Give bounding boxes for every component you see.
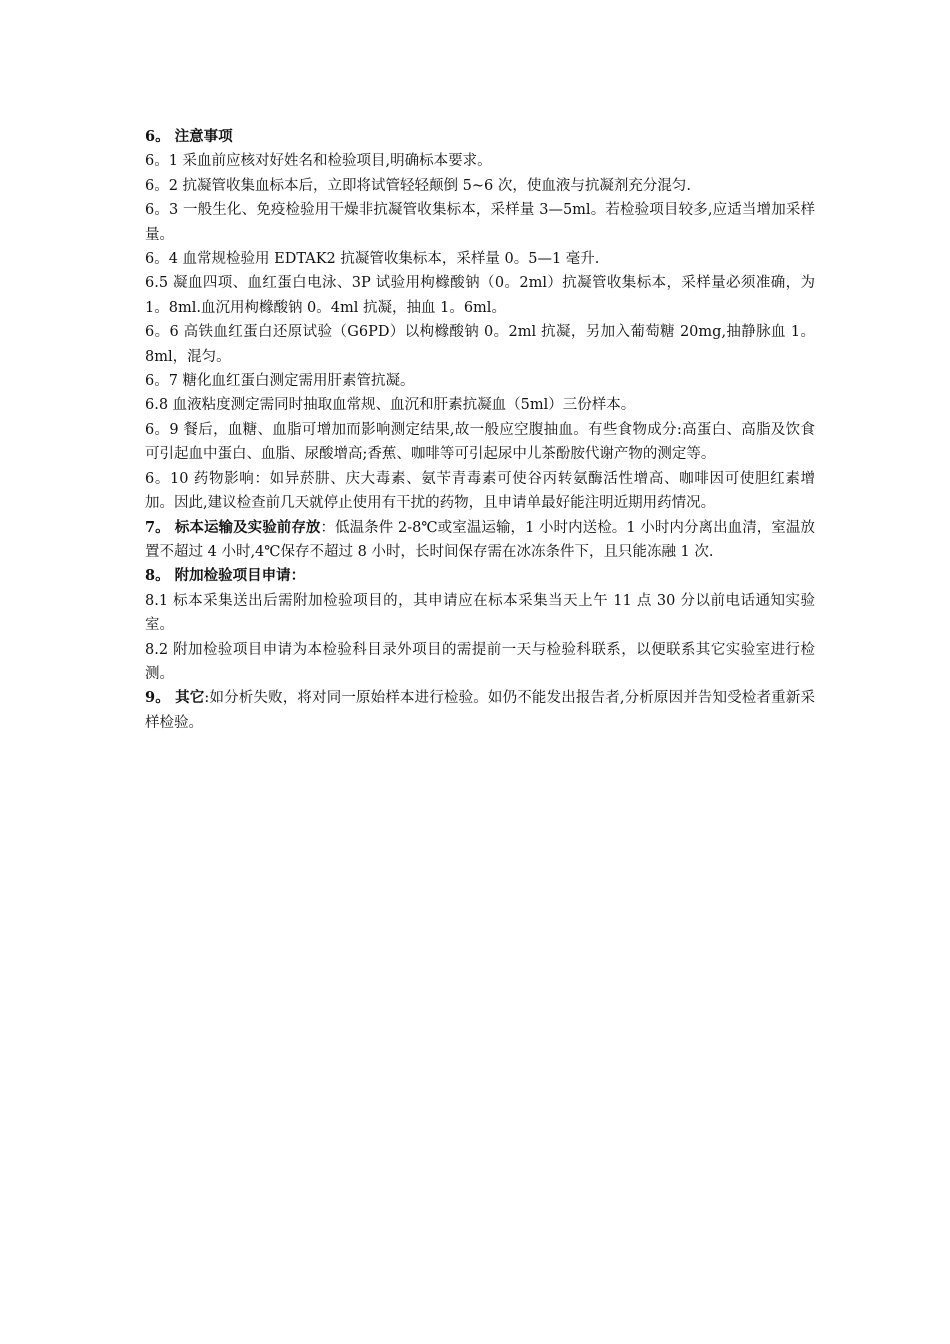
section-7-heading: 7。 标本运输及实验前存放 bbox=[145, 518, 321, 536]
section-6-heading: 6。 注意事项 bbox=[145, 128, 233, 145]
section-6-2: 6。2 抗凝管收集血标本后，立即将试管轻轻颠倒 5~6 次，使血液与抗凝剂充分混匀. bbox=[145, 177, 691, 194]
document-page bbox=[145, 125, 815, 735]
section-7-paragraph bbox=[145, 516, 815, 565]
section-6-4: 6。4 血常规检验用 EDTAK2 抗凝管收集标本，采样量 0。5—1 毫升. bbox=[145, 251, 600, 268]
section-6-10: 6。10 药物影响：如异菸肼、庆大毒素、氨苄青毒素可使谷丙转氨酶活性增高、咖啡因可使胆红素增加。因此,建议检查前几天就停止使用有干扰的药物，且申请单最好能注明近期用药情况。 bbox=[145, 470, 816, 512]
section-9-heading: 9。 其它 bbox=[145, 689, 205, 707]
section-9-text: :如分析失败，将对同一原始样本进行检验。如仍不能发出报告者,分析原因并告知受检者重新采样检验。 bbox=[145, 690, 815, 731]
section-6-9: 6。9 餐后，血糖、血脂可增加而影响测定结果,故一般应空腹抽血。有些食物成分:高蛋白、高脂及饮食可引起血中蛋白、血脂、尿酸增高;香蕉、咖啡等可引起尿中儿茶酚胺代谢产物的测定等。 bbox=[145, 421, 815, 463]
section-8-1: 8.1 标本采集送出后需附加检验项目的，其申请应在标本采集当天上午 11 点 30 分以前电话通知实验室。 bbox=[145, 592, 815, 634]
section-6-5: 6.5 凝血四项、血红蛋白电泳、3P 试验用枸橼酸钠（0。2ml）抗凝管收集标本，采样量必须准确，为 1。8ml.血沉用枸橼酸钠 0。4ml 抗凝，抽血 1。6ml。 bbox=[145, 275, 815, 316]
section-6-1: 6。1 采血前应核对好姓名和检验项目,明确标本要求。 bbox=[145, 153, 492, 170]
section-9-paragraph bbox=[145, 686, 815, 735]
section-7-text: ：低温条件 2-8℃或室温运输，1 小时内送检。1 小时内分离出血清，室温放置不超过 4 小时,4℃保存不超过 8 小时，长时间保存需在冰冻条件下，且只能冻融 1 次. bbox=[145, 519, 815, 560]
section-6-8: 6.8 血液粘度测定需同时抽取血常规、血沉和肝素抗凝血（5ml）三份样本。 bbox=[145, 397, 636, 414]
section-8-2: 8.2 附加检验项目申请为本检验科目录外项目的需提前一天与检验科联系，以便联系其它实验室进行检测。 bbox=[145, 641, 815, 682]
section-8-heading: 8。 附加检验项目申请： bbox=[145, 567, 306, 585]
section-6-7: 6。7 糖化血红蛋白测定需用肝素管抗凝。 bbox=[145, 373, 415, 390]
section-6-6: 6。6 高铁血红蛋白还原试验（G6PD）以枸橼酸钠 0。2ml 抗凝，另加入葡萄糖 20mg,抽静脉血 1。8ml，混匀。 bbox=[145, 324, 815, 365]
section-6-3: 6。3 一般生化、免疫检验用干燥非抗凝管收集标本，采样量 3—5ml。若检验项目较多,应适当增加采样量。 bbox=[145, 202, 815, 243]
